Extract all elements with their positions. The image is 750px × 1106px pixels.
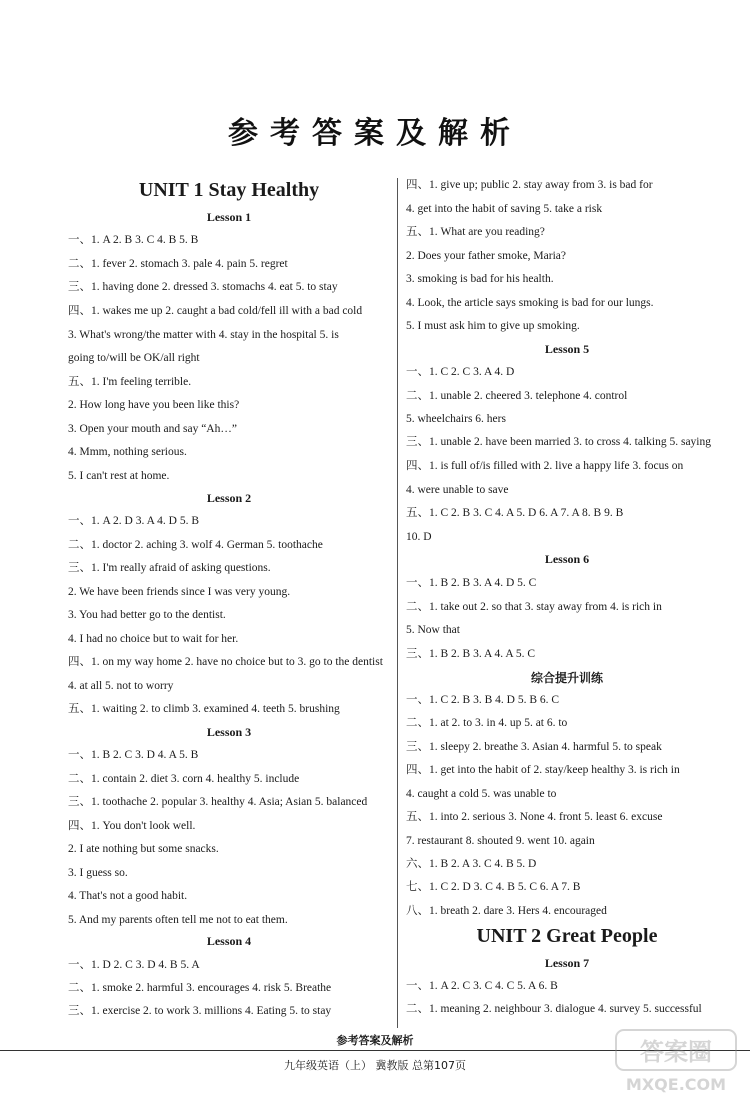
answer-line: 一、1. A 2. C 3. C 4. C 5. A 6. B	[406, 980, 558, 992]
answer-line: 五、1. I'm feeling terrible.	[68, 376, 192, 388]
answer-line: 五、1. into 2. serious 3. None 4. front 5. least 6. excuse	[406, 811, 663, 823]
lesson-7-heading: Lesson 7	[544, 956, 590, 970]
answer-line: 四、1. get into the habit of 2. stay/keep healthy 3. is rich in	[406, 764, 680, 776]
answer-line: 二、1. at 2. to 3. in 4. up 5. at 6. to	[406, 717, 568, 729]
answer-line: 4. Look, the article says smoking is bad for our lungs.	[406, 297, 654, 309]
answer-line: 四、1. You don't look well.	[68, 820, 196, 832]
answer-line: 二、1. fever 2. stomach 3. pale 4. pain 5. regret	[68, 258, 288, 270]
answer-line: 2. How long have you been like this?	[68, 399, 240, 411]
answer-line: 三、1. toothache 2. popular 3. healthy 4. Asia; Asian 5. balanced	[68, 796, 368, 808]
answer-line: 三、1. having done 2. dressed 3. stomachs 4. eat 5. to stay	[68, 281, 338, 293]
answer-line: 4. caught a cold 5. was unable to	[406, 788, 557, 800]
column-divider	[397, 178, 398, 1028]
answer-line: 二、1. meaning 2. neighbour 3. dialogue 4. survey 5. successful	[406, 1003, 702, 1015]
answer-line: 五、1. waiting 2. to climb 3. examined 4. teeth 5. brushing	[68, 703, 340, 715]
answer-line: 4. I had no choice but to wait for her.	[68, 633, 239, 645]
answer-line: 4. get into the habit of saving 5. take a risk	[406, 203, 603, 215]
answer-line: 四、1. wakes me up 2. caught a bad cold/fell ill with a bad cold	[68, 305, 363, 317]
footer-page-info: 九年级英语（上） 冀教版 总第107页	[284, 1059, 466, 1072]
answer-line: 三、1. exercise 2. to work 3. millions 4. Eating 5. to stay	[68, 1005, 332, 1017]
unit-2-heading: UNIT 2 Great People	[476, 925, 658, 947]
answer-line: 三、1. B 2. B 3. A 4. A 5. C	[406, 648, 536, 660]
answer-line: 2. We have been friends since I was very young.	[68, 586, 291, 598]
lesson-4-heading: Lesson 4	[206, 934, 252, 948]
answer-line: 3. Open your mouth and say “Ah…”	[68, 423, 237, 435]
answer-line: 八、1. breath 2. dare 3. Hers 4. encouraged	[406, 905, 607, 917]
answer-line: 三、1. I'm really afraid of asking questions.	[68, 562, 271, 574]
answer-line: 一、1. A 2. D 3. A 4. D 5. B	[68, 515, 199, 527]
answer-line: 一、1. A 2. B 3. C 4. B 5. B	[68, 234, 199, 246]
answer-line: 3. I guess so.	[68, 867, 128, 879]
footer-section-title: 参考答案及解析	[336, 1034, 414, 1047]
lesson-6-heading: Lesson 6	[544, 552, 590, 566]
unit-1-heading: UNIT 1 Stay Healthy	[138, 179, 320, 201]
answer-line: 三、1. unable 2. have been married 3. to cross 4. talking 5. saying	[406, 436, 711, 448]
answer-line: 一、1. C 2. C 3. A 4. D	[406, 366, 515, 378]
answer-line: 五、1. C 2. B 3. C 4. A 5. D 6. A 7. A 8. B 9. B	[406, 507, 624, 519]
answer-line: 5. I must ask him to give up smoking.	[406, 320, 580, 332]
answer-line: 2. I ate nothing but some snacks.	[68, 843, 219, 855]
answer-line: going to/will be OK/all right	[68, 352, 200, 364]
answer-line: 3. What's wrong/the matter with 4. stay in the hospital 5. is	[68, 329, 339, 341]
answer-line: 五、1. What are you reading?	[406, 226, 545, 238]
answer-line: 10. D	[406, 531, 432, 543]
lesson-2-heading: Lesson 2	[206, 491, 252, 505]
answer-line: 4. That's not a good habit.	[68, 890, 188, 902]
answer-line: 4. were unable to save	[406, 484, 509, 496]
lesson-3-heading: Lesson 3	[206, 725, 252, 739]
watermark-logo	[612, 1026, 740, 1098]
watermark-brand: 答案圈	[640, 1038, 712, 1066]
answer-line: 二、1. contain 2. diet 3. corn 4. healthy 5. include	[68, 773, 300, 785]
lesson-5-heading: Lesson 5	[544, 342, 590, 356]
answer-line: 3. smoking is bad for his health.	[406, 273, 554, 285]
answer-line: 六、1. B 2. A 3. C 4. B 5. D	[406, 858, 537, 870]
answer-line: 二、1. doctor 2. aching 3. wolf 4. German 5. toothache	[68, 539, 323, 551]
answer-line: 一、1. B 2. B 3. A 4. D 5. C	[406, 577, 537, 589]
watermark-url: MXQE.COM	[625, 1075, 727, 1094]
answer-line: 一、1. D 2. C 3. D 4. B 5. A	[68, 959, 200, 971]
answer-line: 四、1. on my way home 2. have no choice but to 3. go to the dentist	[68, 656, 383, 668]
answer-line: 二、1. unable 2. cheered 3. telephone 4. control	[406, 390, 628, 402]
page-title: 参考答案及解析	[228, 116, 522, 151]
answer-line: 一、1. B 2. C 3. D 4. A 5. B	[68, 749, 199, 761]
answer-line: 5. I can't rest at home.	[68, 470, 170, 482]
answer-line: 二、1. take out 2. so that 3. stay away from 4. is rich in	[406, 601, 662, 613]
answer-line: 4. at all 5. not to worry	[68, 680, 174, 692]
answer-line: 七、1. C 2. D 3. C 4. B 5. C 6. A 7. B	[406, 881, 581, 893]
lesson-1-heading: Lesson 1	[206, 210, 252, 224]
review-heading: 综合提升训练	[530, 671, 603, 685]
answer-line: 一、1. C 2. B 3. B 4. D 5. B 6. C	[406, 694, 560, 706]
answer-line: 四、1. is full of/is filled with 2. live a happy life 3. focus on	[406, 460, 684, 472]
answer-line: 二、1. smoke 2. harmful 3. encourages 4. risk 5. Breathe	[68, 982, 332, 994]
answer-line: 5. Now that	[406, 624, 460, 636]
answer-line: 三、1. sleepy 2. breathe 3. Asian 4. harmful 5. to speak	[406, 741, 662, 753]
answer-line: 5. And my parents often tell me not to eat them.	[68, 914, 288, 926]
answer-line: 5. wheelchairs 6. hers	[406, 413, 506, 425]
answer-line: 3. You had better go to the dentist.	[68, 609, 226, 621]
answer-line: 4. Mmm, nothing serious.	[68, 446, 187, 458]
answer-line: 2. Does your father smoke, Maria?	[406, 250, 566, 262]
answer-line: 四、1. give up; public 2. stay away from 3. is bad for	[406, 179, 653, 191]
answer-line: 7. restaurant 8. shouted 9. went 10. again	[406, 835, 595, 847]
